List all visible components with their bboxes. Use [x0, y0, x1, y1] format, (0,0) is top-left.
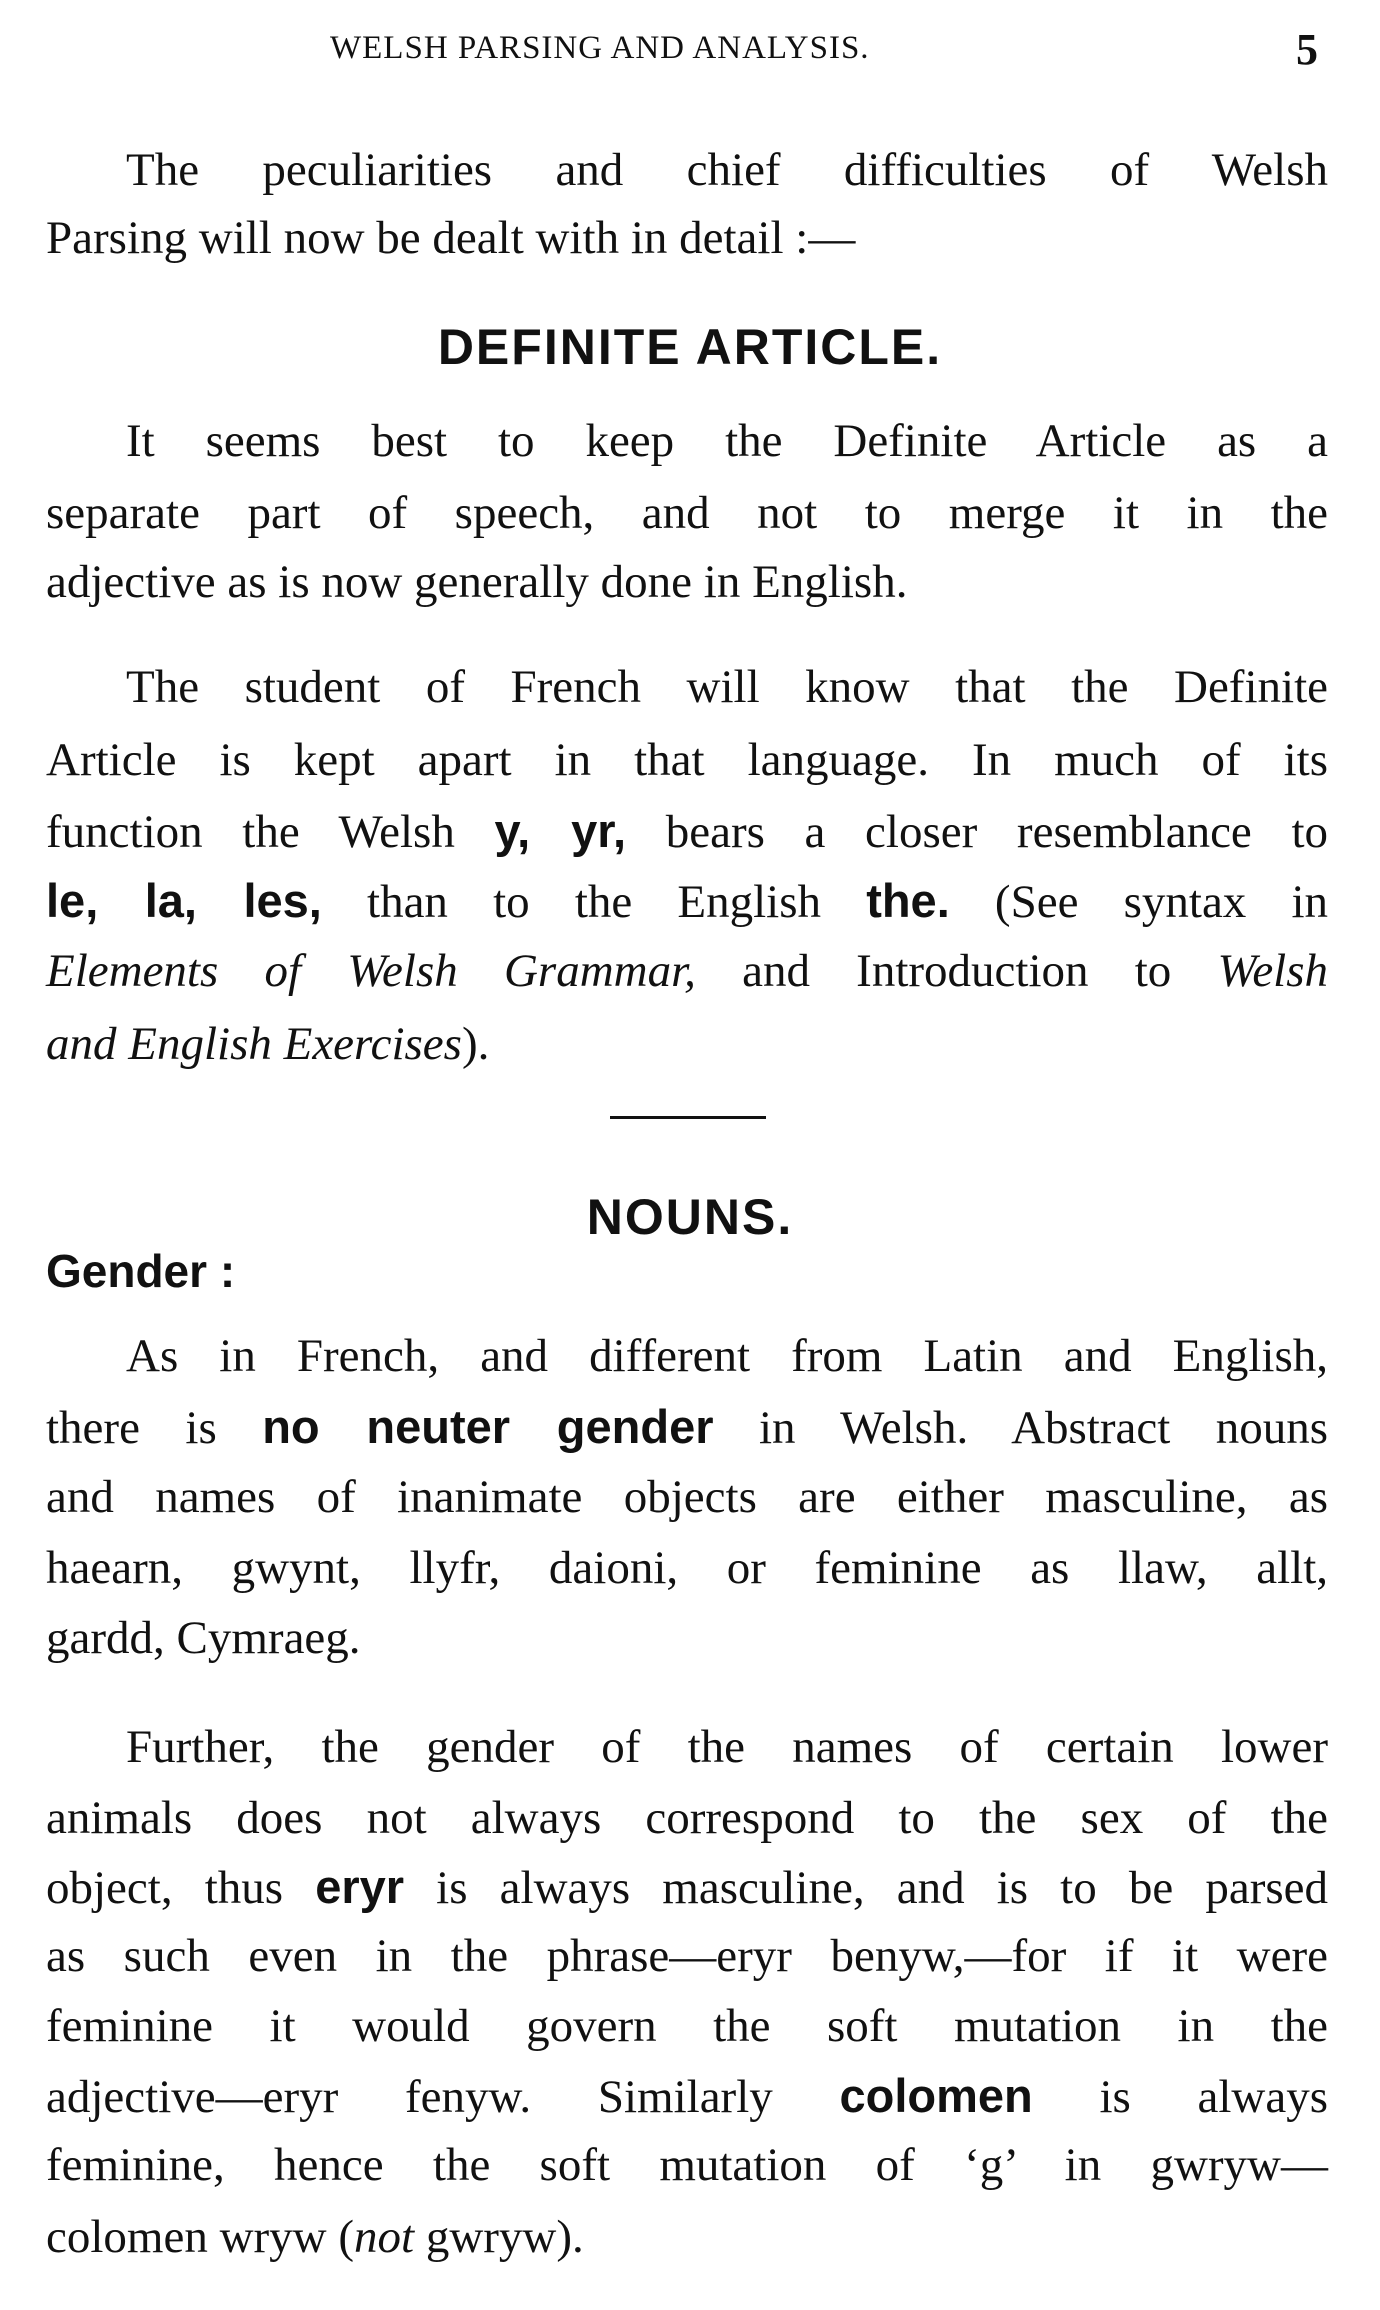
running-title: WELSH PARSING AND ANALYSIS. — [330, 30, 870, 66]
text: bears a closer resemblance to — [665, 806, 1329, 858]
paragraph-line — [46, 2209, 1328, 2265]
text: ). — [461, 1018, 490, 1070]
book-title: Welsh — [1217, 945, 1329, 997]
paragraph-line: Further, the gender of the names of certain lower — [126, 1721, 1328, 1773]
bold-term: no neuter gender — [262, 1400, 714, 1453]
text: there is — [46, 1402, 217, 1454]
text: and Introduction to — [742, 945, 1172, 997]
subheading-gender: Gender : — [46, 1245, 236, 1297]
page-number: 5 — [1296, 25, 1319, 74]
text: (See syntax in — [994, 876, 1329, 928]
paragraph-line: The student of French will know that the Definite — [126, 661, 1328, 713]
paragraph-line — [46, 1859, 1328, 1916]
text: gwryw). — [414, 2211, 584, 2263]
paragraph-line — [46, 943, 1328, 999]
paragraph-line — [46, 1016, 1328, 1072]
section-divider — [610, 1116, 766, 1119]
intro-line: Parsing will now be dealt with in detail :— — [46, 212, 856, 264]
paragraph-line: adjective as is now generally done in English. — [46, 556, 908, 608]
paragraph-line: and names of inanimate objects are either masculine, as — [46, 1471, 1328, 1523]
text: than to the English — [367, 876, 822, 928]
book-title: Elements of Welsh Grammar, — [46, 945, 696, 997]
text: gwryw— — [1150, 2139, 1329, 2191]
text: colomen wryw ( — [46, 2211, 355, 2263]
paragraph-line — [46, 873, 1328, 930]
section-heading-nouns: NOUNS. — [586, 1189, 794, 1245]
text: function the Welsh — [46, 806, 455, 858]
emphasis: not — [354, 2211, 415, 2263]
bold-term: eryr — [315, 1860, 405, 1913]
paragraph-line — [46, 1399, 1328, 1456]
bold-term: le, la, les, — [46, 874, 322, 927]
text: is always — [1099, 2071, 1329, 2123]
text: is always masculine, and is to be parsed — [436, 1862, 1328, 1914]
bold-term: colomen — [839, 2069, 1033, 2122]
paragraph-line: haearn, gwynt, llyfr, daioni, or feminine as llaw, allt, — [46, 1542, 1328, 1594]
paragraph-line: It seems best to keep the Definite Article as a — [126, 415, 1328, 467]
text: object, thus — [46, 1862, 284, 1914]
bold-term: y, yr, — [494, 804, 627, 857]
book-title: and English Exercises — [46, 1018, 462, 1070]
paragraph-line: As in French, and different from Latin and English, — [126, 1330, 1328, 1382]
paragraph-line: Article is kept apart in that language. In much of its — [46, 734, 1328, 786]
paragraph-line: as such even in the phrase—eryr benyw,—for if it were — [46, 1930, 1328, 1982]
text: feminine, hence the soft mutation of ‘g’ in — [46, 2139, 1102, 2191]
text: adjective—eryr fenyw. Similarly — [46, 2071, 773, 2123]
paragraph-line: animals does not always correspond to the sex of the — [46, 1792, 1328, 1844]
text: in Welsh. Abstract nouns — [758, 1402, 1329, 1454]
paragraph-line — [46, 2137, 1328, 2193]
bold-term: the. — [866, 874, 950, 927]
paragraph-line — [46, 803, 1328, 860]
paragraph-line — [46, 2068, 1328, 2125]
paragraph-line: separate part of speech, and not to merge it in the — [46, 487, 1328, 539]
section-heading-definite-article: DEFINITE ARTICLE. — [437, 319, 943, 375]
intro-line: The peculiarities and chief difficulties of Welsh — [126, 144, 1328, 196]
paragraph-line: feminine it would govern the soft mutation in the — [46, 2000, 1328, 2052]
paragraph-line: gardd, Cymraeg. — [46, 1612, 361, 1664]
